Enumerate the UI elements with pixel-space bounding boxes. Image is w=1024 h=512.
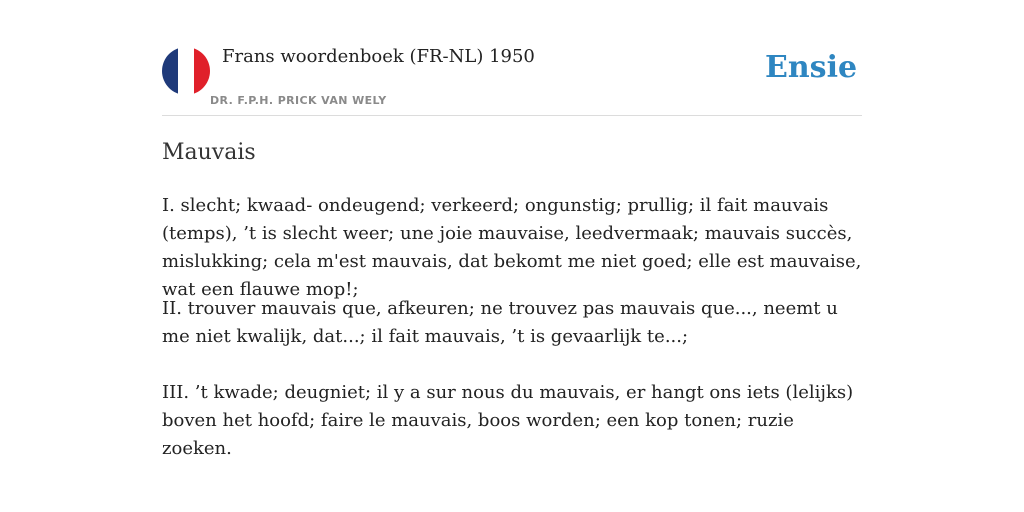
entry-sense-1: I. slecht; kwaad- ondeugend; verkeerd; ongunstig; prullig; il fait mauvais (temps), ’t is slecht weer; une joie mauvaise, leedvermaak; mauvais succès, mislukking; cela m'est mauvais, dat bekomt me niet goed; elle est mauvaise, wat een flauwe mop!; bbox=[162, 195, 862, 300]
ensie-logo-link[interactable]: Ensie bbox=[765, 50, 858, 85]
dictionary-author: DR. F.P.H. PRICK VAN WELY bbox=[210, 94, 387, 107]
flag-stripe-blue bbox=[162, 47, 178, 95]
flag-stripe-white bbox=[178, 47, 194, 95]
entry-sense-3: III. ’t kwade; deugniet; il y a sur nous du mauvais, er hangt ons iets (lelijks) boven het hoofd; faire le mauvais, boos worden; een kop tonen; ruzie zoeken. bbox=[162, 382, 854, 459]
header-divider bbox=[162, 115, 862, 116]
entry-sense-2: II. trouver mauvais que, afkeuren; ne trouvez pas mauvais que..., neemt u me niet kwalijk, dat...; il fait mauvais, ’t is gevaarlijk te...; bbox=[162, 298, 838, 347]
dictionary-title[interactable]: Frans woordenboek (FR-NL) 1950 bbox=[222, 46, 535, 67]
entry-headword: Mauvais bbox=[162, 140, 256, 165]
flag-stripe-red bbox=[194, 47, 210, 95]
france-flag-icon bbox=[162, 47, 210, 95]
